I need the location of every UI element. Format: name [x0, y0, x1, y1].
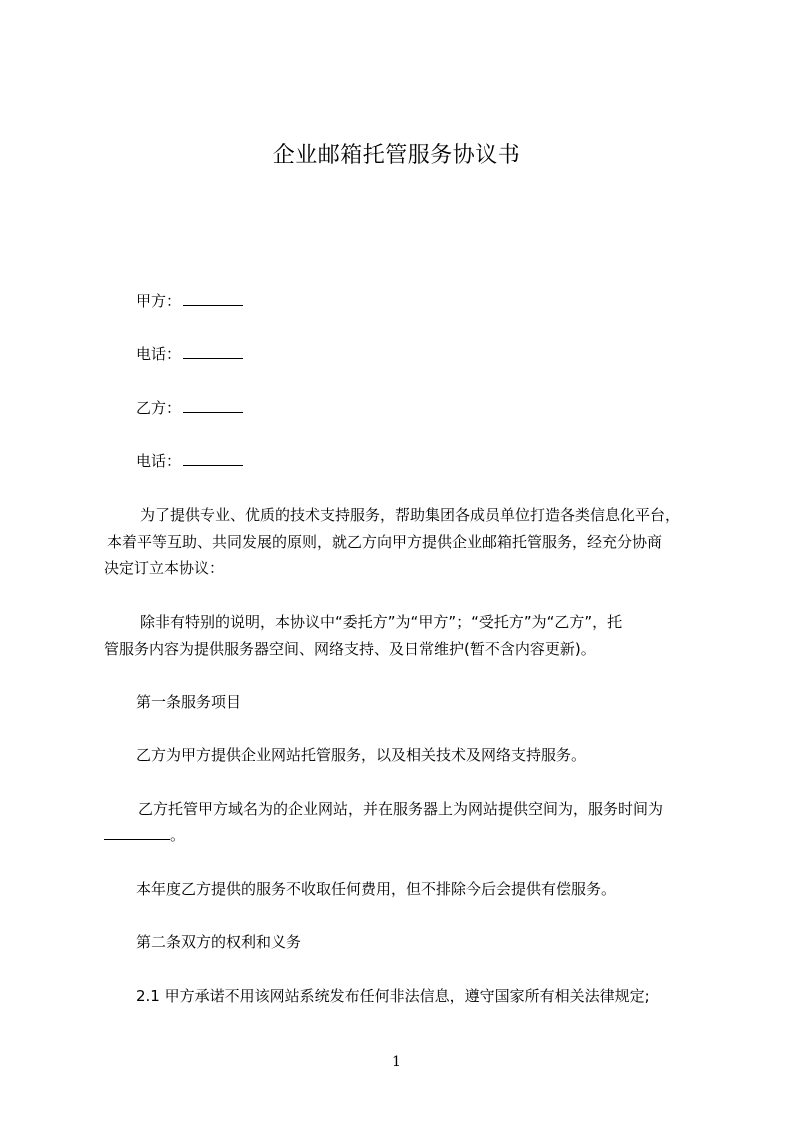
definition-line-2: 管服务内容为提供服务器空间、网络支持、及日常维护(暂不含内容更新)。 — [104, 640, 596, 658]
party-a-phone-blank — [183, 344, 243, 359]
intro-line-1: 为了提供专业、优质的技术支持服务，帮助集团各成员单位打造各类信息化平台， — [140, 506, 681, 524]
article-1-paragraph-1: 乙方为甲方提供企业网站托管服务，以及相关技术及网络支持服务。 — [136, 746, 587, 764]
service-time-blank — [104, 825, 170, 840]
article-1-paragraph-2-line-2 — [104, 825, 185, 845]
intro-line-3: 决定订立本协议： — [104, 559, 225, 577]
party-b-phone-label: 电话： — [136, 452, 182, 470]
party-a-blank — [183, 291, 243, 306]
definition-line-1: 除非有特别的说明，本协议中“委托方”为“甲方”；“受托方”为“乙方”，托 — [140, 613, 623, 631]
article-1-heading: 第一条服务项目 — [136, 693, 242, 711]
party-b-blank — [183, 398, 243, 413]
document-title: 企业邮箱托管服务协议书 — [272, 143, 521, 168]
intro-line-2: 本着平等互助、共同发展的原则，就乙方向甲方提供企业邮箱托管服务，经充分协商 — [107, 533, 663, 551]
party-a-label: 甲方： — [136, 292, 182, 310]
party-b-label: 乙方： — [136, 399, 182, 417]
party-b-phone-blank — [183, 451, 243, 466]
party-a-field — [136, 291, 243, 311]
page-number: 1 — [392, 1054, 401, 1070]
party-a-phone-label: 电话： — [136, 345, 182, 363]
article-1-paragraph-3: 本年度乙方提供的服务不收取任何费用，但不排除今后会提供有偿服务。 — [136, 880, 617, 898]
article-1-paragraph-2-line-1: 乙方托管甲方域名为的企业网站，并在服务器上为网站提供空间为，服务时间为 — [138, 800, 664, 818]
party-b-field — [136, 398, 243, 418]
article-2-item-1: 2.1 甲方承诺不用该网站系统发布任何非法信息，遵守国家所有相关法律规定; — [136, 987, 650, 1005]
party-a-phone-field — [136, 344, 243, 364]
article-1-paragraph-2-suffix: 。 — [170, 826, 186, 844]
party-b-phone-field — [136, 451, 243, 471]
article-2-heading: 第二条双方的权利和义务 — [136, 933, 302, 951]
